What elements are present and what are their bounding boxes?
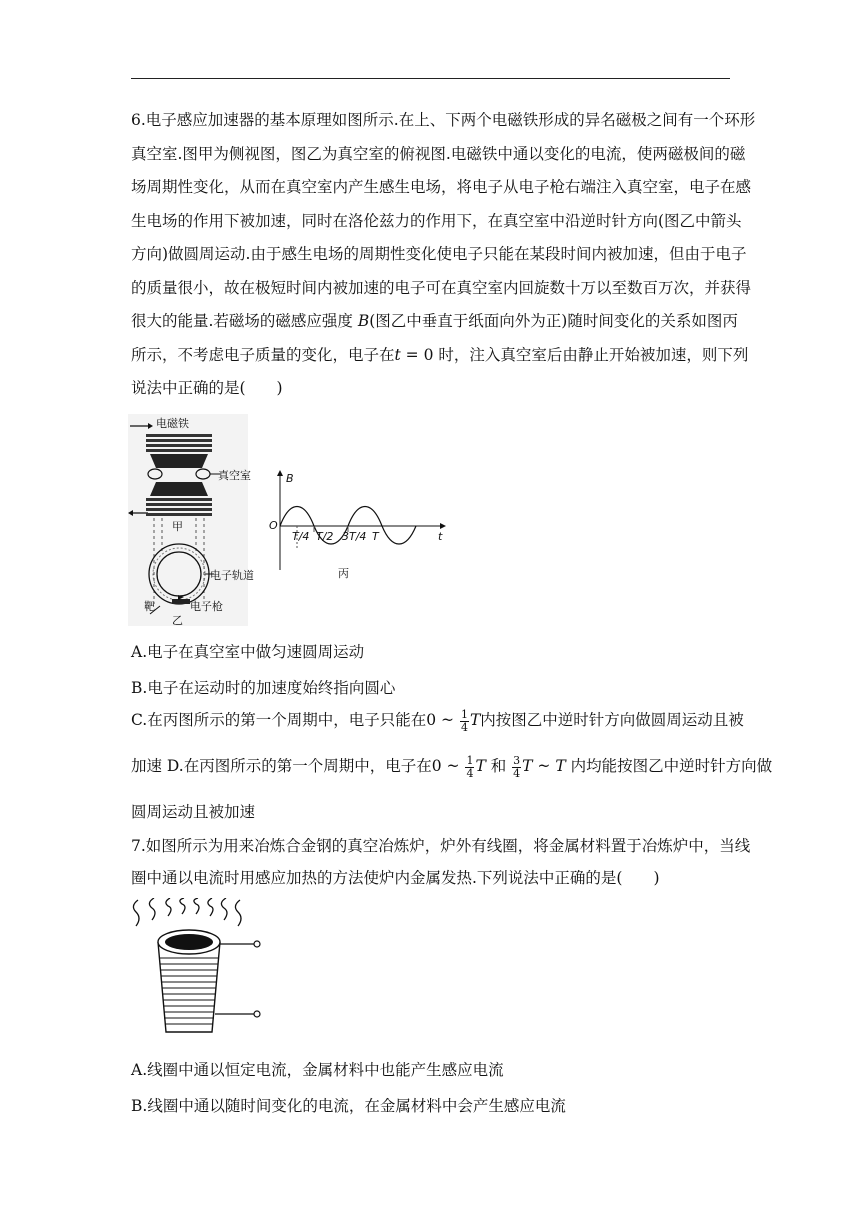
q7-option-a: A.线圈中通以恒定电流，金属材料中也能产生感应电流 — [131, 1061, 504, 1079]
q6-option-b: B.电子在运动时的加速度始终指向圆心 — [131, 679, 396, 697]
denominator: 4 — [460, 720, 468, 734]
b-t-graph — [264, 470, 448, 582]
q6-line: 场周期性变化，从而在真空室内产生感生电场，将电子从电子枪右端注入真空室，电子在感 — [131, 178, 752, 196]
label-track: 电子轨道 — [210, 569, 254, 582]
q6-line: 真空室.图甲为侧视图，图乙为真空室的俯视图.电磁铁中通以变化的电流，使两磁极间的磁 — [131, 144, 746, 163]
label-gun: 电子枪 — [190, 600, 223, 613]
tick-t4: T/4 — [292, 530, 310, 543]
graph-origin: O — [269, 519, 278, 532]
label-jia: 甲 — [172, 520, 183, 533]
q6-symbol-t: t — [394, 345, 401, 364]
q6-line — [131, 305, 738, 339]
fraction — [512, 755, 521, 780]
numerator: 1 — [460, 707, 468, 721]
graph-x-label: t — [438, 530, 443, 543]
numerator: 1 — [466, 753, 474, 767]
opt-text: 和 — [485, 757, 512, 775]
label-target: 靶 — [144, 600, 155, 613]
q6-line — [131, 339, 749, 373]
header-rule — [131, 78, 730, 79]
label-chamber: 真空室 — [218, 469, 251, 482]
q6-text: 所示，不考虑电子质量的变化，电子在 — [131, 345, 395, 364]
symbol-t: T — [475, 757, 486, 775]
accelerator-figure — [128, 414, 254, 627]
q6-text: 时，注入真空室后由静止开始被加速，则下列 — [438, 345, 749, 364]
furnace-diagram — [128, 898, 264, 1038]
symbol-t: T — [469, 711, 481, 729]
label-bing: 丙 — [338, 567, 349, 580]
label-yi: 乙 — [172, 614, 183, 627]
opt-text: 加速 D.在丙图所示的第一个周期中，电子在 — [131, 757, 432, 775]
symbol-t: T — [522, 757, 533, 775]
q6-line: 方向)做圆周运动.由于感生电场的周期性变化使电子只能在某段时间内被加速，但由于电子 — [131, 245, 747, 263]
question-6-stem — [131, 104, 756, 406]
q6-symbol-b: B — [357, 312, 370, 330]
accelerator-diagram — [128, 414, 248, 626]
q6-text: 很大的能量.若磁场的磁感应强度 — [131, 312, 358, 330]
q6-option-d — [131, 754, 772, 780]
q6-text: (图乙中垂直于纸面向外为正)随时间变化的关系如图丙 — [369, 312, 738, 330]
q7-line-2: 圈中通以电流时用感应加热的方法使炉内金属发热.下列说法中正确的是( ) — [131, 869, 660, 887]
fraction — [460, 709, 469, 734]
q7-option-b: B.线圈中通以随时间变化的电流，在金属材料中会产生感应电流 — [131, 1097, 566, 1115]
tick-t2: T/2 — [316, 530, 334, 543]
opt-text: 0 ~ — [426, 711, 459, 729]
opt-text: C.在丙图所示的第一个周期中，电子只能在 — [131, 711, 427, 729]
denominator: 4 — [513, 766, 521, 780]
tick-3t4: 3T/4 — [342, 530, 367, 543]
fraction — [465, 755, 474, 780]
symbol-t: T — [555, 757, 566, 775]
graph-y-label: B — [286, 472, 294, 485]
b-t-graph-svg — [264, 470, 448, 582]
furnace-figure — [128, 898, 264, 1038]
numerator: 3 — [513, 753, 521, 767]
opt-text: 0 ~ — [431, 757, 465, 775]
q7-line-1: 7.如图所示为用来冶炼合金钢的真空冶炼炉，炉外有线圈，将金属材料置于冶炼炉中，当线 — [131, 837, 751, 855]
q6-line: 说法中正确的是( ) — [131, 379, 283, 397]
q6-option-c — [131, 708, 744, 734]
q6-text: = 0 — [400, 345, 439, 364]
q6-line: 生电场的作用下被加速，同时在洛伦兹力的作用下，在真空室中沿逆时针方向(图乙中箭头 — [131, 211, 742, 230]
q6-line: 的质量很小，故在极短时间内被加速的电子可在真空室内回旋数十万以至数百万次，并获得 — [131, 278, 752, 297]
opt-text: 内按图乙中逆时针方向做圆周运动且被 — [480, 711, 744, 729]
tick-t: T — [372, 530, 379, 543]
q6-option-a: A.电子在真空室中做匀速圆周运动 — [131, 643, 365, 661]
label-magnet: 电磁铁 — [156, 417, 189, 430]
q6-option-d-cont: 圆周运动且被加速 — [131, 803, 256, 821]
q6-line: 6.电子感应加速器的基本原理如图所示.在上、下两个电磁铁形成的异名磁极之间有一个环形 — [131, 111, 756, 129]
opt-text: 内均能按图乙中逆时针方向做 — [565, 757, 773, 775]
denominator: 4 — [466, 766, 474, 780]
opt-text: ~ — [532, 757, 556, 775]
